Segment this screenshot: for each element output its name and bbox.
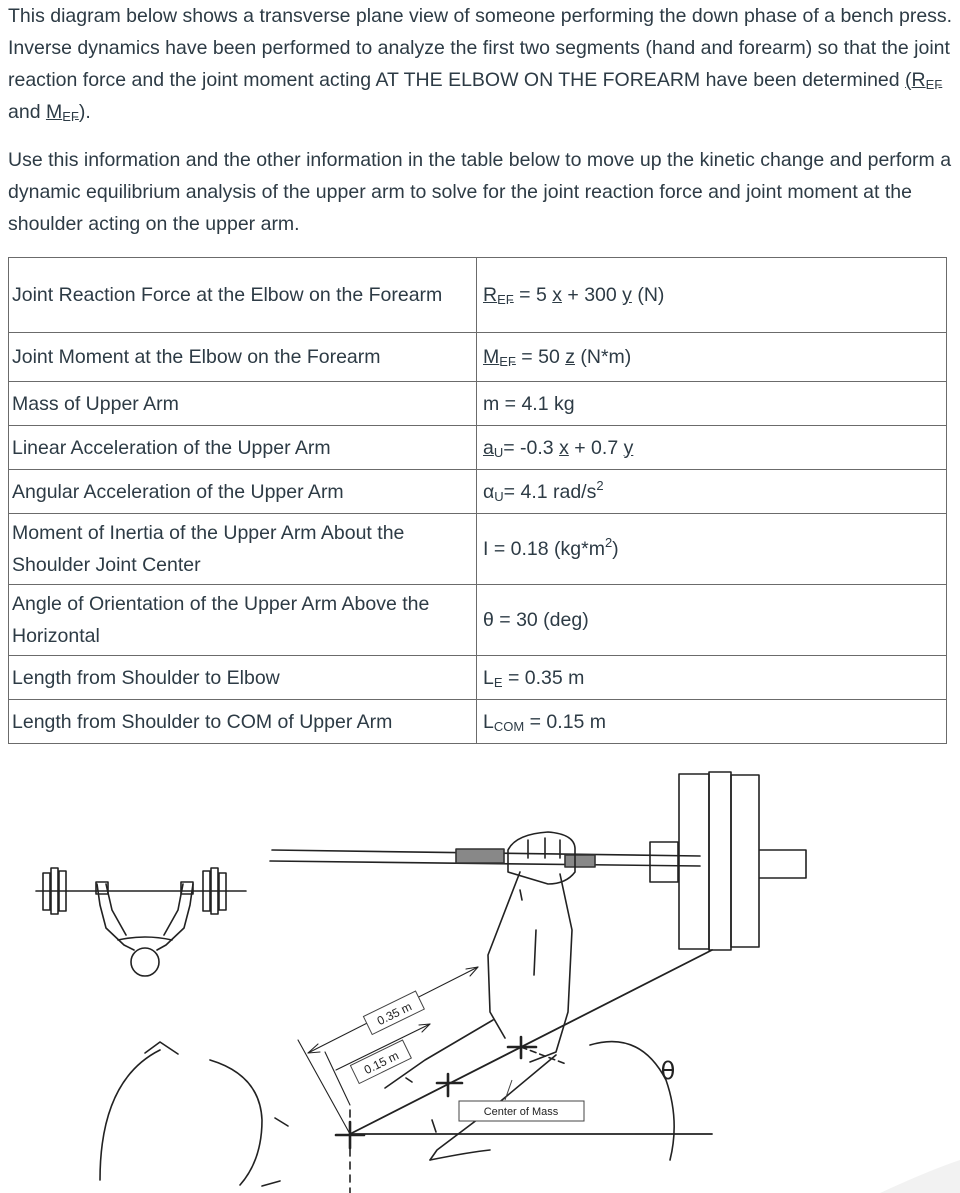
- row-label: Moment of Inertia of the Upper Arm About the Shoulder Joint Center: [9, 514, 477, 585]
- row-label: Length from Shoulder to COM of Upper Arm: [9, 700, 477, 744]
- bench-press-diagram: [0, 745, 960, 1193]
- page-curl: [880, 1160, 960, 1193]
- row-value: $L_{COM} = 0.15$ m: [477, 700, 947, 744]
- row-label: Mass of Upper Arm: [9, 382, 477, 426]
- row-value: $M_{EF} = 50$ z (N*m): [477, 333, 947, 382]
- table-row: [9, 333, 947, 382]
- row-label: Angular Acceleration of the Upper Arm: [9, 470, 477, 514]
- table-row: [9, 470, 947, 514]
- row-value: I = 0.18 $(kg*m^2)$: [477, 514, 947, 585]
- table-row: [9, 585, 947, 656]
- svg-text:Center of Mass: Center of Mass: [483, 1106, 559, 1118]
- table-row: [9, 258, 947, 333]
- com-marker: [437, 1074, 462, 1096]
- shoulder-joint-marker: [336, 1122, 364, 1148]
- theta-label: θ: [660, 1057, 676, 1085]
- intro-text: This diagram below shows a transverse plane view of someone performing the down phase of a bench press. Inverse dynamics have been performed to analyze the first two segments (hand and forearm) so that the joint reaction force and the joint moment acting AT THE ELBOW ON THE FOREARM have been determined: [8, 5, 953, 91]
- row-value: θ = 30 (deg): [477, 585, 947, 656]
- row-value: $\alpha_U= 4.1$ rad/$s^2$: [477, 470, 947, 514]
- intro-paragraph-1: This diagram below shows a transverse plane view of someone performing the down phase of a bench press. Inverse dynamics have been performed to analyze the first two segments (hand and forearm) so that the joint reaction force and the joint moment acting AT THE ELBOW ON THE FOREARM have been determined ($R_{EF}$ and $M_{EF}$).: [8, 5, 953, 124]
- table-row: [9, 382, 947, 426]
- dim-label-long: [363, 991, 424, 1034]
- table-row: [9, 700, 947, 744]
- table-row: [9, 426, 947, 470]
- row-label: Joint Reaction Force at the Elbow on the Forearm: [9, 258, 477, 333]
- ref-mef-link: ($R_{EF}$: [905, 69, 943, 92]
- elbow-dash-line: [521, 1047, 566, 1064]
- table-row: [9, 656, 947, 700]
- row-label: Joint Moment at the Elbow on the Forearm: [9, 333, 477, 382]
- table-row: [9, 514, 947, 585]
- svg-text:0.15 m: 0.15 m: [361, 1048, 401, 1078]
- data-table: [8, 257, 947, 744]
- row-value: $R_{EF} = 5$ x + 300 y (N): [477, 258, 947, 333]
- row-label: Linear Acceleration of the Upper Arm: [9, 426, 477, 470]
- barbell-icon: [270, 772, 806, 950]
- row-label: Length from Shoulder to Elbow: [9, 656, 477, 700]
- row-value: $L_E = 0.35$ m: [477, 656, 947, 700]
- com-callout: [459, 1080, 584, 1121]
- dim-label-short: [350, 1040, 411, 1083]
- row-value: $a_U= -0.3$ x + 0.7 y: [477, 426, 947, 470]
- row-label: Angle of Orientation of the Upper Arm Above the Horizontal: [9, 585, 477, 656]
- row-value: m = 4.1 kg: [477, 382, 947, 426]
- top-view-lifter-icon: [36, 868, 246, 976]
- svg-text:0.35 m: 0.35 m: [374, 999, 414, 1029]
- intro-paragraph-2: Use this information and the other information in the table below to move up the kinetic change and perform a dynamic equilibrium analysis of the upper arm to solve for the joint reaction force and joint moment at the shoulder acting on the upper arm.: [8, 149, 952, 235]
